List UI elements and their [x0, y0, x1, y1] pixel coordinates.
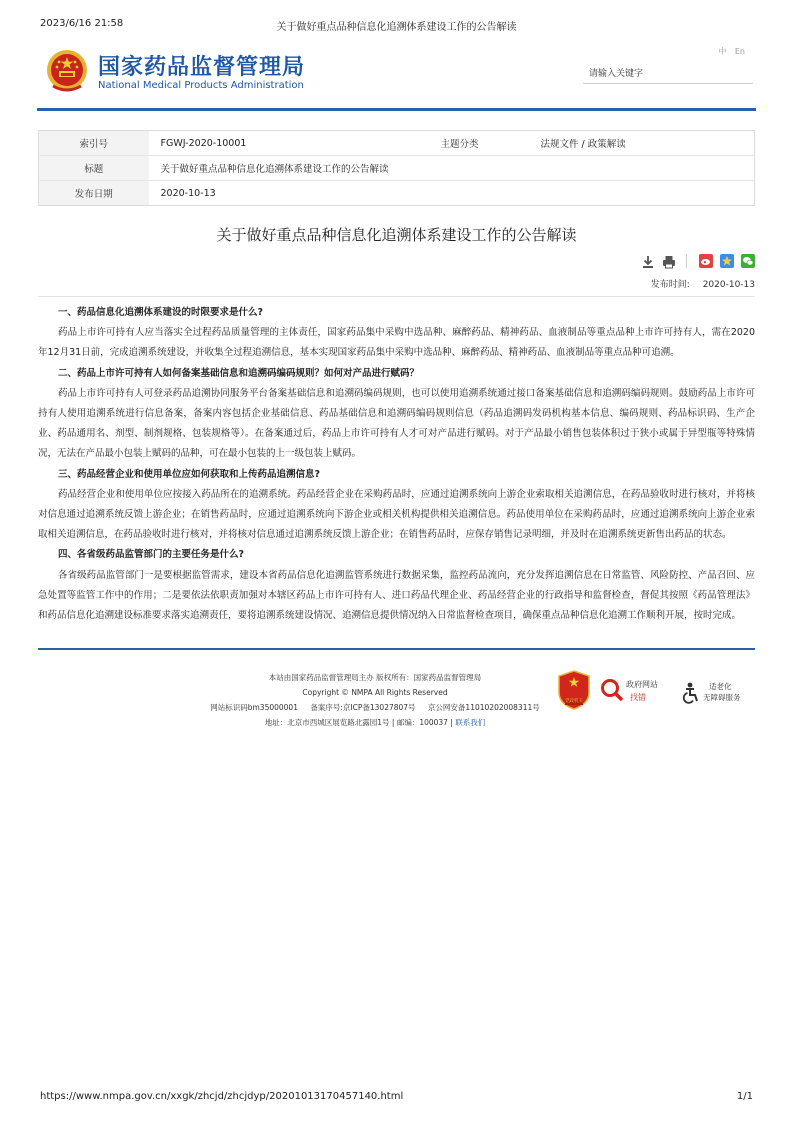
accessibility-label-1: 适老化: [709, 682, 732, 691]
accessibility-service[interactable]: [681, 680, 761, 706]
site-id: 网站标识码bm35000001: [210, 703, 298, 712]
lang-en-link[interactable]: En: [734, 47, 745, 56]
download-icon[interactable]: [641, 254, 655, 268]
footer-info: [190, 670, 560, 730]
section-paragraph: 药品上市许可持有人应当落实全过程药品质量管理的主体责任，国家药品集中采购中选品种、麻醉药品、精神药品、血液制品等重点品种上市许可持有人，需在2020年12月31日前，完成追溯系统建设，并收集全过程追溯信息，基本实现国家药品集中采购中选品种、麻醉药品、精神药品、血液制品等重点品种可追溯。: [38, 327, 755, 359]
weibo-icon[interactable]: [699, 254, 713, 268]
magnifier-icon: [600, 678, 624, 702]
table-row: [39, 131, 755, 156]
article-title: 关于做好重点品种信息化追溯体系建设工作的公告解读: [216, 226, 577, 244]
party-badge-text: 党政机关: [565, 699, 583, 704]
party-government-badge[interactable]: [557, 670, 591, 710]
contact-us-link[interactable]: 联系我们: [455, 718, 486, 727]
index-value: FGWJ-2020-10001: [149, 131, 409, 156]
accessibility-label-2: 无障碍服务: [703, 693, 741, 702]
print-page-number: 1/1: [736, 1091, 753, 1102]
language-switch: [712, 46, 745, 57]
wechat-icon[interactable]: [741, 254, 755, 268]
index-label: 索引号: [39, 131, 149, 156]
section-heading: 三、药品经营企业和使用单位应如何获取和上传药品追溯信息?: [58, 468, 321, 480]
icp-number[interactable]: 备案序号:京ICP备13027807号: [310, 703, 416, 712]
section-heading: 一、药品信息化追溯体系建设的时限要求是什么?: [58, 307, 264, 318]
category-value: 法规文件 / 政策解读: [529, 131, 755, 156]
site-header: [40, 40, 753, 96]
search-input[interactable]: 请输入关键字: [583, 62, 753, 84]
section-paragraph: 药品经营企业和使用单位应按接入药品所在的追溯系统。药品经营企业在采购药品时，应通过追溯系统向上游企业索取相关追溯信息，在药品验收时进行核对，并将核对信息通过追溯系统反馈上游企业；在销售药品时，应通过追溯系统向下游企业或相关机构提供相关追溯信息。药品使用单位在采购药品时，应通过追溯系统向上游企业索取相关追溯信息，在药品验收时进行核对，并将核对信息通过追溯系统反馈上游企业；在销售药品时，应保存销售记录明细，并及时在追溯系统更新售出药品的状态。: [38, 488, 755, 541]
title-value: 关于做好重点品种信息化追溯体系建设工作的公告解读: [149, 156, 755, 181]
print-page-title: 关于做好重点品种信息化追溯体系建设工作的公告解读: [276, 22, 517, 33]
gov-site-error-report[interactable]: [600, 675, 664, 705]
article-body: [38, 303, 755, 626]
section-paragraph: 各省级药品监管部门一是要根据监管需求，建设本省药品信息化追溯监管系统进行数据采集，监控药品流向，充分发挥追溯信息在日常监管、风险防控、产品召回、应急处置等监管工作中的作用；二是要依法依职责加强对本辖区药品上市许可持有人、进口药品代理企业、药品经营企业的行政指导和监督检查，督促其按照《药品管理法》和药品信息化追溯建设标准要求落实追溯责任，要将追溯系统建设情况、追溯信息提供情况纳入日常监督检查项目，确保重点品种信息化追溯工作顺利开展，按时完成。: [38, 569, 755, 622]
footer-registration: [190, 700, 560, 715]
date-value: 2020-10-13: [160, 187, 216, 199]
table-row: [39, 156, 755, 181]
publish-label: 发布时间:: [650, 280, 690, 290]
section-paragraph: 药品上市许可持有人可登录药品追溯协同服务平台备案基础信息和追溯码编码规则，也可以使用追溯系统通过接口备案基础信息和追溯码编码规则。鼓励药品上市许可持有人使用追溯系统进行信息备案，备案内容包括企业基础信息、药品基础信息和追溯码编码规则信息（药品追溯码发码机构基本信息、编码规则、药品标识码、生产企业、药品通用名、剂型、制剂规格、包装规格等）。在备案通过后，药品上市许可持有人才可对产品进行赋码。对于产品最小销售包装体积过于狭小或属于异型瓶等特殊情况，无法在产品最小包装上赋码的品种，可在最小包装的上一级包装上赋码。: [38, 387, 755, 460]
metadata-table: [38, 130, 755, 206]
table-row: [39, 181, 755, 206]
footer-address-line: [190, 715, 560, 730]
lang-zh-link[interactable]: 中: [718, 47, 727, 56]
share-toolbar: [639, 250, 755, 268]
gov-site-action: 找错: [630, 693, 646, 702]
print-header: [40, 18, 753, 32]
footer-divider: [38, 648, 755, 650]
publish-date: 2020-10-13: [702, 280, 755, 290]
print-icon[interactable]: [662, 254, 676, 268]
date-label: 发布日期: [39, 181, 149, 206]
footer-copyright: Copyright © NMPA All Rights Reserved: [302, 688, 448, 697]
site-name-en[interactable]: National Medical Products Administration: [98, 80, 304, 91]
content-divider: [38, 296, 755, 297]
section-heading: 四、各省级药品监管部门的主要任务是什么?: [58, 549, 245, 561]
qzone-icon[interactable]: [720, 254, 734, 268]
site-name-cn[interactable]: 国家药品监督管理局: [98, 55, 306, 80]
print-footer: [40, 1091, 753, 1105]
footer-address: 地址：北京市西城区展览路北露园1号 | 邮编：100037 |: [264, 718, 453, 727]
header-divider: [37, 108, 756, 111]
police-record[interactable]: 京公网安备11010202008311号: [427, 703, 540, 712]
section-heading: 二、药品上市许可持有人如何备案基础信息和追溯码编码规则？如何对产品进行赋码？: [58, 367, 420, 379]
print-url: https://www.nmpa.gov.cn/xxgk/zhcjd/zhcjdyp/20201013170457140.html: [40, 1091, 404, 1102]
gov-site-label: 政府网站: [626, 680, 658, 689]
print-timestamp: 2023/6/16 21:58: [40, 18, 124, 29]
title-label: 标题: [39, 156, 149, 181]
accessibility-icon: [681, 682, 701, 704]
category-label: 主题分类: [409, 131, 529, 156]
publish-info: [651, 277, 755, 290]
footer-sponsor: 本站由国家药品监督管理局主办 版权所有：国家药品监督管理局: [268, 673, 482, 682]
toolbar-divider: [686, 254, 687, 268]
national-emblem-icon: [44, 48, 90, 94]
